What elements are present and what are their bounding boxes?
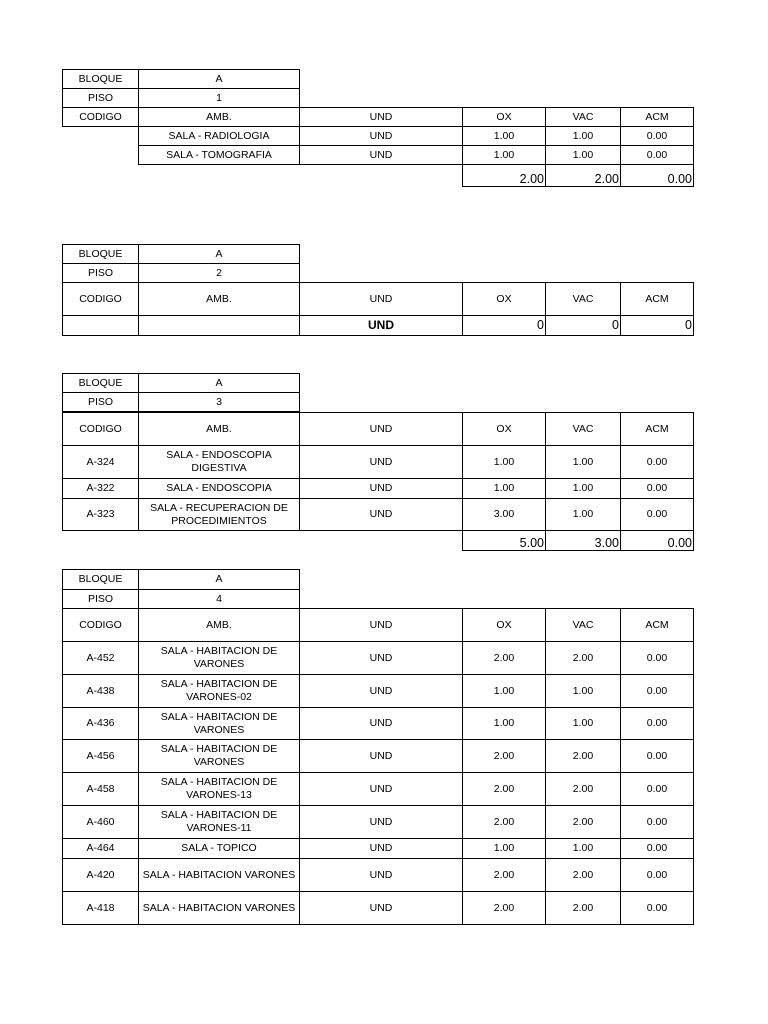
vac-cell: 1.00 xyxy=(545,445,621,479)
piso-value: 1 xyxy=(138,88,300,108)
und-cell: UND xyxy=(299,858,463,892)
piso-value: 4 xyxy=(138,589,300,609)
header-und: UND xyxy=(299,412,463,446)
header-amb: AMB. xyxy=(138,608,300,642)
codigo-cell: A-458 xyxy=(62,772,139,806)
header-und: UND xyxy=(299,608,463,642)
acm-cell: 0.00 xyxy=(620,641,694,675)
amb-cell: SALA - ENDOSCOPIA DIGESTIVA xyxy=(138,445,300,479)
bloque-value: A xyxy=(138,373,300,393)
ox-cell: 2.00 xyxy=(462,891,546,925)
bloque-value: A xyxy=(138,569,300,590)
piso-label: PISO xyxy=(62,589,139,609)
amb-cell: SALA - RECUPERACION DE PROCEDIMIENTOS xyxy=(138,498,300,531)
bloque-value: A xyxy=(138,69,300,89)
acm-cell: 0.00 xyxy=(620,805,694,839)
header-amb: AMB. xyxy=(138,282,300,316)
ox-cell: 2.00 xyxy=(462,772,546,806)
header-und: UND xyxy=(299,107,463,127)
piso-label: PISO xyxy=(62,392,139,412)
und-cell: UND xyxy=(299,838,463,859)
header-codigo: CODIGO xyxy=(62,608,139,642)
codigo-cell: A-460 xyxy=(62,805,139,839)
amb-cell: SALA - HABITACION DE VARONES-02 xyxy=(138,674,300,708)
vac-cell: 1.00 xyxy=(545,145,621,165)
block-piso-1 xyxy=(62,69,694,187)
codigo-cell: A-322 xyxy=(62,478,139,499)
header-acm: ACM xyxy=(620,282,694,316)
amb-cell: SALA - HABITACION DE VARONES-11 xyxy=(138,805,300,839)
total-ox: 5.00 xyxy=(462,530,546,551)
vac-cell: 1.00 xyxy=(545,498,621,531)
vac-cell: 2.00 xyxy=(545,641,621,675)
codigo-cell: A-324 xyxy=(62,445,139,479)
total-ox: 0 xyxy=(462,315,546,336)
bloque-label: BLOQUE xyxy=(62,69,139,89)
header-acm: ACM xyxy=(620,608,694,642)
vac-cell: 1.00 xyxy=(545,674,621,708)
acm-cell: 0.00 xyxy=(620,478,694,499)
ox-cell: 1.00 xyxy=(462,674,546,708)
total-acm: 0 xyxy=(620,315,694,336)
piso-label: PISO xyxy=(62,263,139,283)
empty-amb-cell xyxy=(138,315,300,336)
block-piso-2 xyxy=(62,244,694,336)
und-cell: UND xyxy=(299,772,463,806)
header-codigo: CODIGO xyxy=(62,282,139,316)
total-acm: 0.00 xyxy=(620,164,694,187)
header-vac: VAC xyxy=(545,107,621,127)
acm-cell: 0.00 xyxy=(620,498,694,531)
codigo-cell: A-456 xyxy=(62,739,139,773)
und-cell: UND xyxy=(299,707,463,740)
acm-cell: 0.00 xyxy=(620,707,694,740)
und-cell: UND xyxy=(299,145,463,165)
ox-cell: 1.00 xyxy=(462,838,546,859)
codigo-cell: A-420 xyxy=(62,858,139,892)
und-cell: UND xyxy=(299,674,463,708)
und-cell: UND xyxy=(299,498,463,531)
amb-cell: SALA - HABITACION DE VARONES xyxy=(138,641,300,675)
amb-cell: SALA - HABITACION VARONES xyxy=(138,858,300,892)
vac-cell: 2.00 xyxy=(545,772,621,806)
header-vac: VAC xyxy=(545,282,621,316)
total-und: UND xyxy=(299,315,463,336)
ox-cell: 3.00 xyxy=(462,498,546,531)
acm-cell: 0.00 xyxy=(620,858,694,892)
acm-cell: 0.00 xyxy=(620,445,694,479)
ox-cell: 2.00 xyxy=(462,858,546,892)
total-vac: 0 xyxy=(545,315,621,336)
und-cell: UND xyxy=(299,805,463,839)
header-acm: ACM xyxy=(620,107,694,127)
total-vac: 2.00 xyxy=(545,164,621,187)
vac-cell: 2.00 xyxy=(545,858,621,892)
bloque-label: BLOQUE xyxy=(62,569,139,590)
acm-cell: 0.00 xyxy=(620,126,694,146)
vac-cell: 1.00 xyxy=(545,478,621,499)
und-cell: UND xyxy=(299,739,463,773)
header-codigo: CODIGO xyxy=(62,107,139,127)
amb-cell: SALA - ENDOSCOPIA xyxy=(138,478,300,499)
codigo-cell: A-464 xyxy=(62,838,139,859)
ox-cell: 2.00 xyxy=(462,805,546,839)
header-acm: ACM xyxy=(620,412,694,446)
ox-cell: 2.00 xyxy=(462,739,546,773)
header-ox: OX xyxy=(462,107,546,127)
block-piso-3 xyxy=(62,373,694,551)
header-amb: AMB. xyxy=(138,107,300,127)
codigo-cell: A-452 xyxy=(62,641,139,675)
und-cell: UND xyxy=(299,478,463,499)
und-cell: UND xyxy=(299,445,463,479)
piso-label: PISO xyxy=(62,88,139,108)
vac-cell: 2.00 xyxy=(545,805,621,839)
amb-cell: SALA - HABITACION DE VARONES xyxy=(138,739,300,773)
piso-value: 3 xyxy=(138,392,300,412)
vac-cell: 1.00 xyxy=(545,707,621,740)
acm-cell: 0.00 xyxy=(620,772,694,806)
vac-cell: 1.00 xyxy=(545,126,621,146)
ox-cell: 1.00 xyxy=(462,145,546,165)
acm-cell: 0.00 xyxy=(620,674,694,708)
amb-cell: SALA - RADIOLOGIA xyxy=(138,126,300,146)
acm-cell: 0.00 xyxy=(620,891,694,925)
ox-cell: 1.00 xyxy=(462,707,546,740)
empty-codigo-cell xyxy=(62,315,139,336)
header-ox: OX xyxy=(462,412,546,446)
und-cell: UND xyxy=(299,891,463,925)
acm-cell: 0.00 xyxy=(620,838,694,859)
bloque-label: BLOQUE xyxy=(62,373,139,393)
vac-cell: 1.00 xyxy=(545,838,621,859)
header-ox: OX xyxy=(462,282,546,316)
vac-cell: 2.00 xyxy=(545,891,621,925)
vac-cell: 2.00 xyxy=(545,739,621,773)
header-vac: VAC xyxy=(545,412,621,446)
ox-cell: 2.00 xyxy=(462,641,546,675)
header-vac: VAC xyxy=(545,608,621,642)
bloque-label: BLOQUE xyxy=(62,244,139,264)
acm-cell: 0.00 xyxy=(620,739,694,773)
amb-cell: SALA - TOMOGRAFIA xyxy=(138,145,300,165)
bloque-value: A xyxy=(138,244,300,264)
block-piso-4 xyxy=(62,569,694,925)
amb-cell: SALA - HABITACION DE VARONES xyxy=(138,707,300,740)
codigo-cell: A-323 xyxy=(62,498,139,531)
codigo-cell: A-418 xyxy=(62,891,139,925)
piso-value: 2 xyxy=(138,263,300,283)
acm-cell: 0.00 xyxy=(620,145,694,165)
header-ox: OX xyxy=(462,608,546,642)
header-und: UND xyxy=(299,282,463,316)
header-codigo: CODIGO xyxy=(62,412,139,446)
amb-cell: SALA - HABITACION DE VARONES-13 xyxy=(138,772,300,806)
codigo-cell: A-436 xyxy=(62,707,139,740)
header-amb: AMB. xyxy=(138,412,300,446)
total-acm: 0.00 xyxy=(620,530,694,551)
amb-cell: SALA - HABITACION VARONES xyxy=(138,891,300,925)
und-cell: UND xyxy=(299,126,463,146)
total-ox: 2.00 xyxy=(462,164,546,187)
ox-cell: 1.00 xyxy=(462,478,546,499)
ox-cell: 1.00 xyxy=(462,445,546,479)
ox-cell: 1.00 xyxy=(462,126,546,146)
codigo-cell: A-438 xyxy=(62,674,139,708)
und-cell: UND xyxy=(299,641,463,675)
total-vac: 3.00 xyxy=(545,530,621,551)
amb-cell: SALA - TOPICO xyxy=(138,838,300,859)
